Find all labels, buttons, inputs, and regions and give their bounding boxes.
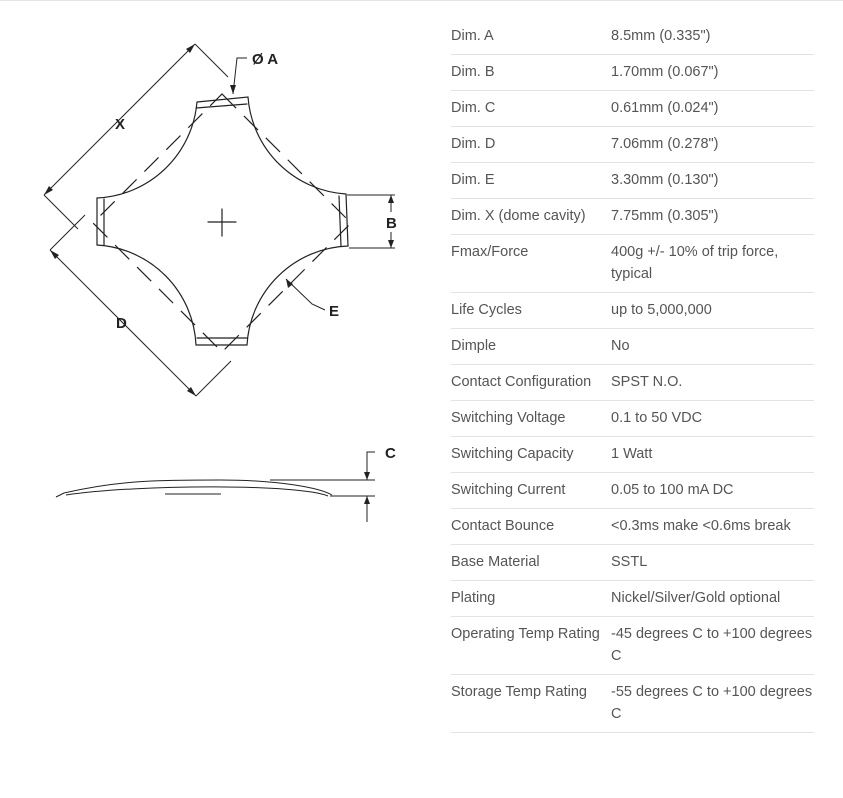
dim-x-ext2 <box>44 195 78 229</box>
label-dim-e: E <box>329 303 340 320</box>
spec-row <box>451 127 814 163</box>
spec-value: 0.05 to 100 mA DC <box>611 473 814 509</box>
spec-table-body <box>451 19 814 733</box>
spec-row <box>451 329 814 365</box>
arrow-b-bottom <box>388 240 394 248</box>
spec-value: SPST N.O. <box>611 365 814 401</box>
tab-top <box>196 104 247 108</box>
spec-row <box>451 163 814 199</box>
spec-row <box>451 19 814 55</box>
spec-row <box>451 91 814 127</box>
spec-value: 7.06mm (0.278") <box>611 127 814 163</box>
spec-value: 3.30mm (0.130") <box>611 163 814 199</box>
spec-label: Storage Temp Rating <box>451 675 611 733</box>
arrow-c-bottom <box>364 496 370 504</box>
spec-table <box>451 19 814 733</box>
spec-row <box>451 437 814 473</box>
spec-value: -45 degrees C to +100 degrees C <box>611 617 814 675</box>
arrow-c-top <box>364 472 370 480</box>
spec-row <box>451 473 814 509</box>
center-mark <box>208 209 236 236</box>
spec-label: Dim. C <box>451 91 611 127</box>
spec-label: Contact Configuration <box>451 365 611 401</box>
spec-row <box>451 509 814 545</box>
dome-dimension-drawing <box>0 0 430 560</box>
label-dim-c: C <box>385 445 396 462</box>
spec-label: Dimple <box>451 329 611 365</box>
arrow-a <box>230 85 236 94</box>
spec-label: Dim. D <box>451 127 611 163</box>
spec-value: 8.5mm (0.335") <box>611 19 814 55</box>
spec-row <box>451 545 814 581</box>
spec-row <box>451 675 814 733</box>
spec-row <box>451 365 814 401</box>
spec-row <box>451 55 814 91</box>
spec-row <box>451 199 814 235</box>
spec-label: Dim. A <box>451 19 611 55</box>
label-dim-x: X <box>115 116 126 133</box>
spec-value: up to 5,000,000 <box>611 293 814 329</box>
arrow-e <box>286 279 293 288</box>
spec-label: Dim. B <box>451 55 611 91</box>
spec-value: 400g +/- 10% of trip force, typical <box>611 235 814 293</box>
dim-d-ext2 <box>196 361 231 396</box>
spec-value: 1.70mm (0.067") <box>611 55 814 91</box>
spec-row <box>451 401 814 437</box>
spec-value: No <box>611 329 814 365</box>
label-dim-a: Ø A <box>252 51 279 68</box>
spec-row <box>451 293 814 329</box>
spec-value: 7.75mm (0.305") <box>611 199 814 235</box>
spec-label: Switching Capacity <box>451 437 611 473</box>
spec-row <box>451 617 814 675</box>
spec-label: Plating <box>451 581 611 617</box>
label-dim-d: D <box>116 315 127 332</box>
spec-label: Dim. X (dome cavity) <box>451 199 611 235</box>
spec-value: 0.61mm (0.024") <box>611 91 814 127</box>
dimension-diagram <box>0 0 430 560</box>
spec-label: Fmax/Force <box>451 235 611 293</box>
spec-row <box>451 581 814 617</box>
spec-row <box>451 235 814 293</box>
spec-value: Nickel/Silver/Gold optional <box>611 581 814 617</box>
dim-d-ext1 <box>50 215 85 250</box>
spec-value: 0.1 to 50 VDC <box>611 401 814 437</box>
tab-right <box>339 196 341 246</box>
spec-label: Life Cycles <box>451 293 611 329</box>
spec-label: Contact Bounce <box>451 509 611 545</box>
spec-label: Base Material <box>451 545 611 581</box>
dim-c-leader <box>367 452 375 455</box>
side-view-base <box>66 487 328 496</box>
dim-x-ext1 <box>195 44 228 77</box>
spec-value: -55 degrees C to +100 degrees C <box>611 675 814 733</box>
spec-value: SSTL <box>611 545 814 581</box>
spec-label: Switching Voltage <box>451 401 611 437</box>
dim-a-leader <box>233 58 247 94</box>
arrow-b-top <box>388 195 394 203</box>
spec-label: Operating Temp Rating <box>451 617 611 675</box>
spec-value: <0.3ms make <0.6ms break <box>611 509 814 545</box>
spec-value: 1 Watt <box>611 437 814 473</box>
label-dim-b: B <box>386 215 397 232</box>
spec-label: Dim. E <box>451 163 611 199</box>
spec-label: Switching Current <box>451 473 611 509</box>
